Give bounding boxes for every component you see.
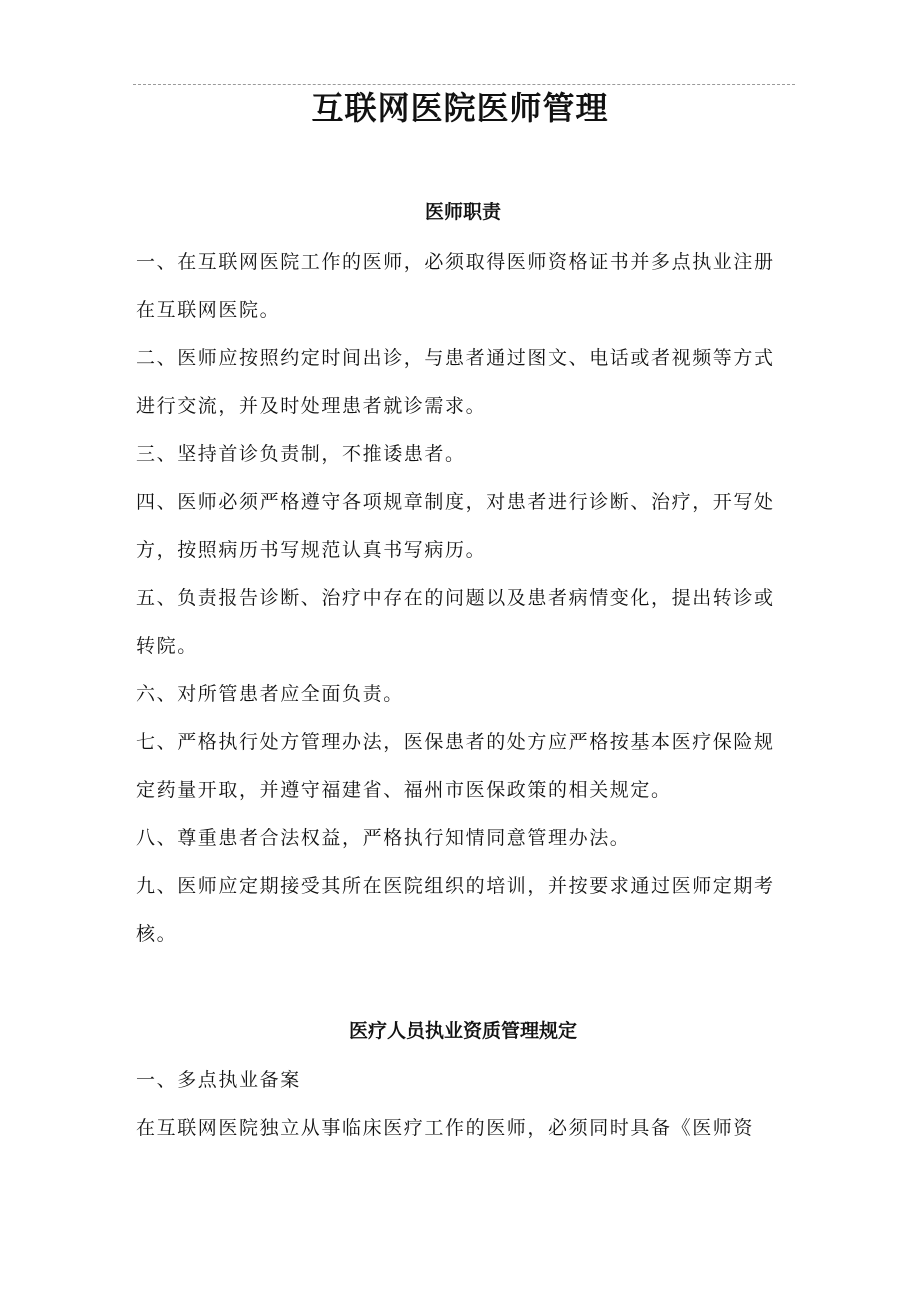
- document-title: 互联网医院医师管理: [311, 89, 609, 127]
- duty-paragraph: 三、坚持首诊负责制，不推诿患者。: [136, 443, 466, 465]
- duty-paragraph: 九、医师应定期接受其所在医院组织的培训，并按要求通过医师定期考核。: [136, 875, 775, 945]
- duty-paragraph: 四、医师必须严格遵守各项规章制度，对患者进行诊断、治疗，开写处方，按照病历书写规范认真书写病历。: [136, 491, 775, 561]
- duty-paragraph: 八、尊重患者合法权益，严格执行知情同意管理办法。: [136, 827, 631, 849]
- section-heading-physician-duties: 医师职责: [424, 201, 501, 223]
- rule-paragraph: 在互联网医院独立从事临床医疗工作的医师，必须同时具备《医师资: [136, 1117, 755, 1139]
- duty-paragraph: 五、负责报告诊断、治疗中存在的问题以及患者病情变化，提出转诊或转院。: [136, 587, 775, 657]
- rule-paragraph: 一、多点执业备案: [136, 1069, 301, 1091]
- duty-paragraph: 六、对所管患者应全面负责。: [136, 683, 404, 705]
- qualification-rules-list: [136, 1056, 792, 1152]
- duty-paragraph: 一、在互联网医院工作的医师，必须取得医师资格证书并多点执业注册在互联网医院。: [136, 251, 775, 321]
- physician-duties-list: [136, 238, 792, 958]
- duty-paragraph: 二、医师应按照约定时间出诊，与患者通过图文、电话或者视频等方式进行交流，并及时处理患者就诊需求。: [136, 347, 775, 417]
- section-heading-qualification-rules: 医疗人员执业资质管理规定: [348, 1020, 577, 1042]
- duty-paragraph: 七、严格执行处方管理办法，医保患者的处方应严格按基本医疗保险规定药量开取，并遵守福建省、福州市医保政策的相关规定。: [136, 731, 775, 801]
